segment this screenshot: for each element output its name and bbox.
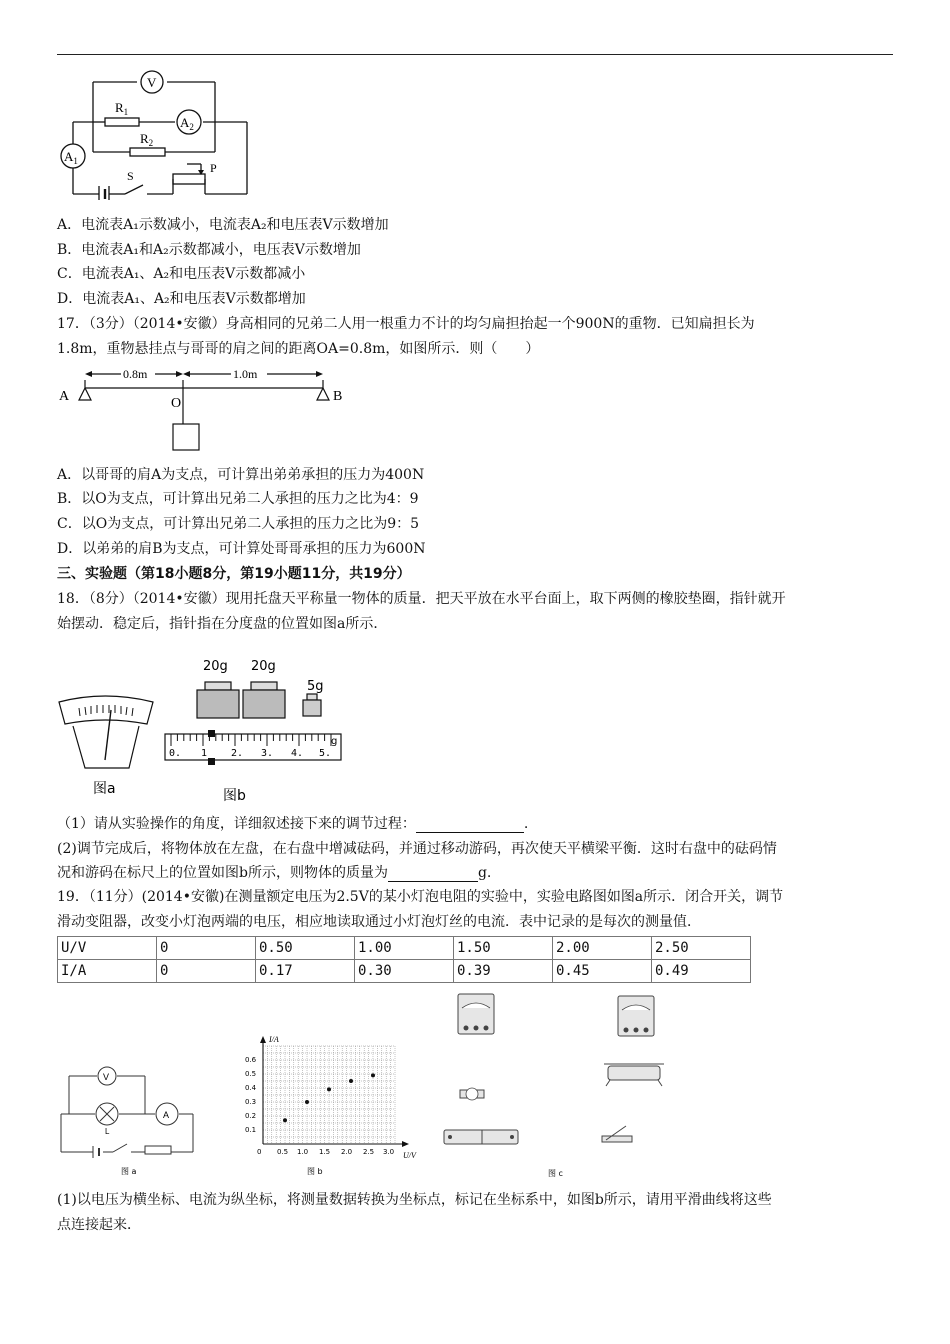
- table-row: [58, 960, 751, 983]
- x-axis-label: U/V: [403, 1151, 416, 1160]
- x-tick-3: 1.5: [319, 1148, 331, 1156]
- q16-option-a: A．电流表A₁示数减小，电流表A₂和电压表V示数增加: [57, 217, 389, 233]
- data-point: [305, 1100, 309, 1104]
- scale-tick-2: 2.: [231, 748, 244, 759]
- lever-right-length: 1.0m: [233, 367, 258, 381]
- fig-b-caption: 图b: [223, 788, 246, 804]
- svg-text:A: A: [163, 1110, 170, 1120]
- slider-label: P: [210, 161, 217, 175]
- table-cell: I/A: [58, 960, 157, 983]
- y-tick-2: 0.2: [245, 1112, 257, 1120]
- lamp-label: L: [105, 1127, 110, 1136]
- q19-fig-c-caption: 图 c: [548, 1169, 563, 1178]
- x-tick-4: 2.0: [341, 1148, 353, 1156]
- y-tick-4: 0.4: [245, 1084, 257, 1092]
- q19-fig-a-caption: 图 a: [121, 1167, 137, 1176]
- q19-data-table: [57, 936, 751, 983]
- q16-option-b: B．电流表A₁和A₂示数都减小，电压表V示数增加: [57, 242, 361, 258]
- scale-tick-3: 3.: [261, 748, 274, 759]
- table-cell: 2.00: [553, 937, 652, 960]
- q19-graph-figure: [235, 1032, 425, 1182]
- q16-circuit-figure: [55, 64, 255, 200]
- q18-stem-line2: 始摆动．稳定后，指针指在分度盘的位置如图a所示．: [57, 616, 388, 632]
- scale-tick-4: 4.: [291, 748, 304, 759]
- table-cell: 1.50: [454, 937, 553, 960]
- y-tick-6: 0.6: [245, 1056, 257, 1064]
- q17-option-c: C．以O为支点，可计算出兄弟二人承担的压力之比为9：5: [57, 516, 420, 532]
- switch-label: S: [127, 169, 134, 183]
- q18-part2-line2: 况和游码在标尺上的位置如图b所示，则物体的质量为 g.: [57, 865, 492, 881]
- section3-title: 三、实验题（第18小题8分，第19小题11分，共19分）: [57, 566, 411, 582]
- table-cell: 0.49: [652, 960, 751, 983]
- q17-lever-figure: [55, 362, 355, 454]
- x-tick-5: 2.5: [363, 1148, 375, 1156]
- q17-option-d: D．以弟弟的肩B为支点，可计算处哥哥承担的压力为600N: [57, 541, 426, 557]
- q16-option-c: C．电流表A₁、A₂和电压表V示数都减小: [57, 266, 306, 282]
- data-point: [371, 1073, 375, 1077]
- header-rule: [57, 54, 893, 55]
- lever-point-a: A: [59, 389, 70, 404]
- weight-3-label: 5g: [307, 679, 324, 694]
- weight-1-label: 20g: [203, 659, 228, 674]
- x-tick-1: 0.5: [277, 1148, 289, 1156]
- table-cell: 0.17: [256, 960, 355, 983]
- q18-balance-figure: [55, 650, 355, 805]
- q16-option-d: D．电流表A₁、A₂和电压表V示数都增加: [57, 291, 306, 307]
- lever-point-b: B: [333, 389, 343, 404]
- scale-tick-5: 5.: [319, 748, 332, 759]
- lever-left-length: 0.8m: [123, 367, 148, 381]
- r1-label: $R_1$: [115, 100, 129, 117]
- q18-stem-line1: 18．（8分）（2014•安徽）现用托盘天平称量一物体的质量．把天平放在水平台面上，取下两侧的橡胶垫圈，指针就开: [57, 591, 786, 607]
- q18-answer-blank-2[interactable]: [388, 867, 478, 882]
- scale-tick-1: 1: [201, 748, 208, 759]
- table-cell: 2.50: [652, 937, 751, 960]
- q17-option-a: A．以哥哥的肩A为支点，可计算出弟弟承担的压力为400N: [57, 467, 425, 483]
- y-axis-label: I/A: [269, 1035, 279, 1044]
- q17-option-b: B．以O为支点，可计算出兄弟二人承担的压力之比为4：9: [57, 491, 419, 507]
- q18-part2-line1: (2)调节完成后，将物体放在左盘，在右盘中增减砝码，并通过移动游码，再次使天平横梁平衡．这时右盘中的砝码情: [57, 841, 777, 857]
- x-tick-6: 3.0: [383, 1148, 395, 1156]
- q19-fig-b-caption: 图 b: [307, 1167, 323, 1176]
- q19-apparatus-figure: [430, 990, 670, 1180]
- fig-a-caption: 图a: [93, 781, 116, 797]
- q19-stem-line1: 19．（11分）(2014•安徽)在测量额定电压为2.5V的某小灯泡电阻的实验中，实验电路图如图a所示．闭合开关，调节: [57, 889, 784, 905]
- q19-part1-line2: 点连接起来．: [57, 1217, 141, 1233]
- table-row: [58, 937, 751, 960]
- table-cell: 0.50: [256, 937, 355, 960]
- q17-stem-line1: 17．（3分）（2014•安徽）身高相同的兄弟二人用一根重力不计的均匀扁担抬起一个900N的重物．已知扁担长为: [57, 316, 755, 332]
- table-cell: 0.30: [355, 960, 454, 983]
- scale-tick-0: 0.: [169, 748, 182, 759]
- weight-2-label: 20g: [251, 659, 276, 674]
- x-tick-2: 1.0: [297, 1148, 309, 1156]
- q18-part1: （1）请从实验操作的角度，详细叙述接下来的调节过程： .: [57, 816, 529, 832]
- a1-label: $A_1$: [64, 149, 78, 166]
- table-cell: U/V: [58, 937, 157, 960]
- r2-label: $R_2$: [140, 131, 154, 148]
- data-point: [327, 1087, 331, 1091]
- data-point: [349, 1079, 353, 1083]
- voltmeter-label: V: [147, 75, 157, 90]
- data-point: [283, 1118, 287, 1122]
- q17-stem-line2: 1.8m，重物悬挂点与哥哥的肩之间的距离OA=0.8m，如图所示．则（ ）: [57, 341, 540, 357]
- x-tick-0: 0: [257, 1148, 262, 1156]
- q18-answer-blank-1[interactable]: [416, 818, 524, 833]
- a2-label: $A_2$: [180, 115, 194, 132]
- table-cell: 0: [157, 960, 256, 983]
- y-tick-3: 0.3: [245, 1098, 257, 1106]
- scale-unit: g: [331, 736, 338, 747]
- svg-text:V: V: [103, 1072, 110, 1082]
- table-cell: 0: [157, 937, 256, 960]
- q19-stem-line2: 滑动变阻器，改变小灯泡两端的电压，相应地读取通过小灯泡灯丝的电流．表中记录的是每次的测量值．: [57, 914, 701, 930]
- table-cell: 0.39: [454, 960, 553, 983]
- y-tick-1: 0.1: [245, 1126, 257, 1134]
- q19-part1-line1: (1)以电压为横坐标、电流为纵坐标，将测量数据转换为坐标点，标记在坐标系中，如图b所示，请用平滑曲线将这些: [57, 1192, 772, 1208]
- y-tick-5: 0.5: [245, 1070, 257, 1078]
- table-cell: 1.00: [355, 937, 454, 960]
- q19-circuit-figure: [55, 1048, 205, 1178]
- lever-point-o: O: [171, 396, 182, 411]
- table-cell: 0.45: [553, 960, 652, 983]
